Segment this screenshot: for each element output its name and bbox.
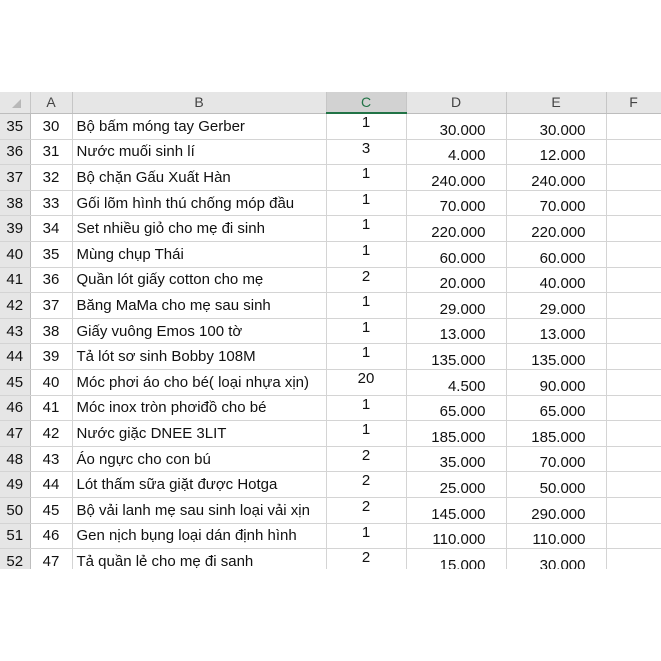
cell-a[interactable]: 32 [30,165,72,191]
cell-b[interactable]: Tả lót sơ sinh Bobby 108M [72,344,326,370]
row-header[interactable]: 45 [0,369,30,395]
cell-a[interactable]: 34 [30,216,72,242]
cell-b[interactable]: Mùng chụp Thái [72,241,326,267]
cell-d[interactable]: 110.000 [406,523,506,549]
cell-e[interactable]: 65.000 [506,395,606,421]
cell-f[interactable] [606,241,661,267]
cell-b[interactable]: Băng MaMa cho mẹ sau sinh [72,293,326,319]
cell-c[interactable]: 1 [326,318,406,344]
table-row [0,421,661,447]
row-header[interactable]: 43 [0,318,30,344]
cell-c[interactable]: 2 [326,267,406,293]
cell-c[interactable]: 2 [326,446,406,472]
cell-e[interactable]: 12.000 [506,139,606,165]
row-header[interactable]: 49 [0,472,30,498]
cell-f[interactable] [606,369,661,395]
table-row [0,216,661,242]
table-row [0,395,661,421]
cell-a[interactable]: 47 [30,549,72,569]
table-row [0,267,661,293]
column-header-f[interactable]: F [606,92,661,113]
cell-b[interactable]: Bộ bấm móng tay Gerber [72,113,326,139]
cell-d[interactable]: 29.000 [406,293,506,319]
cell-e[interactable]: 90.000 [506,369,606,395]
cell-f[interactable] [606,139,661,165]
cell-c[interactable]: 1 [326,344,406,370]
cell-a[interactable]: 41 [30,395,72,421]
cell-c[interactable]: 3 [326,139,406,165]
cell-d[interactable]: 220.000 [406,216,506,242]
cell-d[interactable]: 240.000 [406,165,506,191]
row-header[interactable]: 48 [0,446,30,472]
cell-d[interactable]: 20.000 [406,267,506,293]
row-header[interactable]: 52 [0,549,30,569]
cell-b[interactable]: Gen nịch bụng loại dán định hình [72,523,326,549]
cell-f[interactable] [606,497,661,523]
row-header[interactable]: 41 [0,267,30,293]
spreadsheet-grid [0,92,661,569]
cell-d[interactable]: 135.000 [406,344,506,370]
column-header-a[interactable]: A [30,92,72,113]
cell-b[interactable]: Móc inox tròn phơiđồ cho bé [72,395,326,421]
table-row [0,369,661,395]
column-header-row [0,92,661,113]
cell-e[interactable]: 29.000 [506,293,606,319]
cell-e[interactable]: 60.000 [506,241,606,267]
cell-e[interactable]: 30.000 [506,113,606,139]
cell-b[interactable]: Bộ chặn Gấu Xuất Hàn [72,165,326,191]
cell-b[interactable]: Áo ngực cho con bú [72,446,326,472]
column-header-c[interactable]: C [326,92,406,113]
cell-f[interactable] [606,395,661,421]
row-header[interactable]: 37 [0,165,30,191]
cell-b[interactable]: Nước giặc DNEE 3LIT [72,421,326,447]
cell-a[interactable]: 38 [30,318,72,344]
cell-e[interactable]: 70.000 [506,446,606,472]
cell-c[interactable]: 1 [326,421,406,447]
table-row [0,549,661,569]
column-header-e[interactable]: E [506,92,606,113]
table-row [0,293,661,319]
cell-e[interactable]: 290.000 [506,497,606,523]
column-header-d[interactable]: D [406,92,506,113]
cell-c[interactable]: 2 [326,549,406,569]
cell-d[interactable]: 13.000 [406,318,506,344]
table-row [0,497,661,523]
cell-c[interactable]: 1 [326,293,406,319]
cell-d[interactable]: 30.000 [406,113,506,139]
cell-e[interactable]: 30.000 [506,549,606,569]
column-header-b[interactable]: B [72,92,326,113]
cell-a[interactable]: 42 [30,421,72,447]
table-row [0,318,661,344]
row-header[interactable]: 40 [0,241,30,267]
cell-d[interactable]: 25.000 [406,472,506,498]
table-row [0,241,661,267]
cell-d[interactable]: 185.000 [406,421,506,447]
table-row [0,190,661,216]
cell-d[interactable]: 4.000 [406,139,506,165]
cell-a[interactable]: 44 [30,472,72,498]
cell-e[interactable]: 240.000 [506,165,606,191]
table-row [0,523,661,549]
cell-f[interactable] [606,165,661,191]
cell-f[interactable] [606,293,661,319]
cell-b[interactable]: Quần lót giấy cotton cho mẹ [72,267,326,293]
cell-e[interactable]: 135.000 [506,344,606,370]
cell-a[interactable]: 36 [30,267,72,293]
cell-c[interactable]: 1 [326,523,406,549]
row-header[interactable]: 39 [0,216,30,242]
cell-f[interactable] [606,190,661,216]
cell-table [0,92,661,569]
cell-f[interactable] [606,267,661,293]
row-header[interactable]: 51 [0,523,30,549]
cell-e[interactable]: 185.000 [506,421,606,447]
table-row [0,139,661,165]
row-header[interactable]: 47 [0,421,30,447]
cell-c[interactable]: 2 [326,497,406,523]
table-row [0,344,661,370]
table-row [0,113,661,139]
select-all-corner[interactable] [0,92,30,113]
cell-b[interactable]: Giấy vuông Emos 100 tờ [72,318,326,344]
table-row [0,446,661,472]
cell-d[interactable]: 70.000 [406,190,506,216]
cell-f[interactable] [606,549,661,569]
row-header[interactable]: 46 [0,395,30,421]
cell-f[interactable] [606,446,661,472]
cell-e[interactable]: 40.000 [506,267,606,293]
cell-c[interactable]: 2 [326,472,406,498]
cell-a[interactable]: 30 [30,113,72,139]
cell-c[interactable]: 1 [326,113,406,139]
table-row [0,165,661,191]
cell-e[interactable]: 70.000 [506,190,606,216]
cell-a[interactable]: 40 [30,369,72,395]
row-header[interactable]: 36 [0,139,30,165]
row-header[interactable]: 35 [0,113,30,139]
cell-e[interactable]: 110.000 [506,523,606,549]
cell-b[interactable]: Móc phơi áo cho bé( loại nhựa xịn) [72,369,326,395]
cell-f[interactable] [606,318,661,344]
cell-a[interactable]: 37 [30,293,72,319]
cell-c[interactable]: 1 [326,241,406,267]
cell-f[interactable] [606,472,661,498]
cell-f[interactable] [606,216,661,242]
cell-f[interactable] [606,523,661,549]
row-header[interactable]: 44 [0,344,30,370]
cell-c[interactable]: 1 [326,395,406,421]
cell-f[interactable] [606,113,661,139]
cell-b[interactable]: Lót thấm sữa giặt được Hotga [72,472,326,498]
cell-a[interactable]: 33 [30,190,72,216]
cell-e[interactable]: 220.000 [506,216,606,242]
cell-c[interactable]: 1 [326,216,406,242]
cell-e[interactable]: 50.000 [506,472,606,498]
cell-e[interactable]: 13.000 [506,318,606,344]
row-header[interactable]: 42 [0,293,30,319]
cell-d[interactable]: 65.000 [406,395,506,421]
cell-a[interactable]: 31 [30,139,72,165]
cell-c[interactable]: 20 [326,369,406,395]
cell-f[interactable] [606,421,661,447]
cell-a[interactable]: 45 [30,497,72,523]
cell-a[interactable]: 35 [30,241,72,267]
cell-d[interactable]: 4.500 [406,369,506,395]
cell-d[interactable]: 15.000 [406,549,506,569]
cell-a[interactable]: 39 [30,344,72,370]
cell-d[interactable]: 145.000 [406,497,506,523]
cell-d[interactable]: 35.000 [406,446,506,472]
cell-f[interactable] [606,344,661,370]
cell-b[interactable]: Nước muối sinh lí [72,139,326,165]
cell-c[interactable]: 1 [326,190,406,216]
table-row [0,472,661,498]
cell-b[interactable]: Set nhiều giỏ cho mẹ đi sinh [72,216,326,242]
row-header[interactable]: 38 [0,190,30,216]
cell-b[interactable]: Bộ vải lanh mẹ sau sinh loại vải xịn [72,497,326,523]
cell-c[interactable]: 1 [326,165,406,191]
cell-b[interactable]: Gối lõm hình thú chống móp đầu [72,190,326,216]
cell-b[interactable]: Tả quần lẻ cho mẹ đi sanh [72,549,326,569]
cell-d[interactable]: 60.000 [406,241,506,267]
select-all-triangle-icon [12,99,21,108]
row-header[interactable]: 50 [0,497,30,523]
cell-a[interactable]: 46 [30,523,72,549]
cell-a[interactable]: 43 [30,446,72,472]
